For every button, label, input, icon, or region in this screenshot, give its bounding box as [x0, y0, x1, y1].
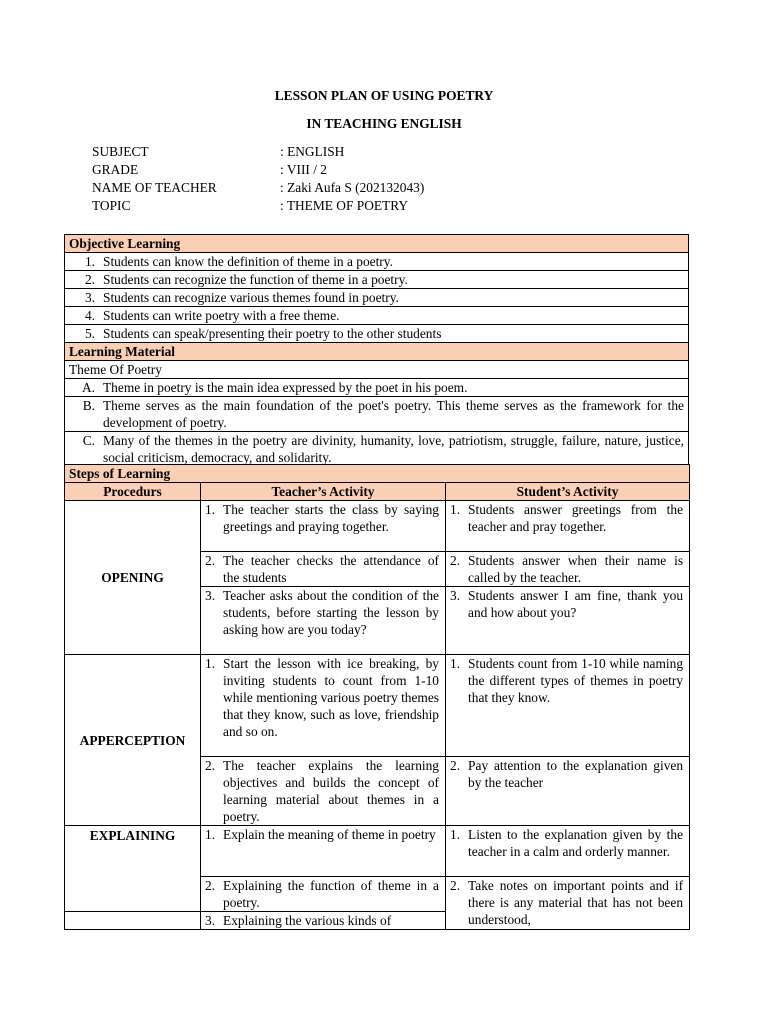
- student-activity: 2. Pay attention to the explanation given by the teacher: [446, 757, 690, 826]
- teacher-activity: 2. The teacher checks the attendance of the students: [201, 552, 446, 587]
- document-title-line2: IN TEACHING ENGLISH: [306, 116, 462, 131]
- material-header: Learning Material: [65, 343, 689, 361]
- student-activity: 1. Students count from 1-10 while naming the different types of themes in poetry that they know.: [446, 655, 690, 757]
- student-activity: 3. Students answer I am fine, thank you and how about you?: [446, 587, 690, 655]
- procedure-explaining: EXPLAINING: [65, 826, 201, 912]
- objective-item: 1. Students can know the definition of theme in a poetry.: [65, 253, 689, 271]
- teacher-activity: 1. The teacher starts the class by saying greetings and praying together.: [201, 501, 446, 552]
- teacher-activity: 2. Explaining the function of theme in a poetry.: [201, 877, 446, 912]
- col-student-activity: Student’s Activity: [446, 483, 690, 501]
- procedure-apperception: APPERCEPTION: [65, 655, 201, 826]
- meta-subject: SUBJECT : ENGLISH: [92, 144, 345, 159]
- objective-header: Objective Learning: [65, 235, 689, 253]
- col-teacher-activity: Teacher’s Activity: [201, 483, 446, 501]
- meta-grade: GRADE : VIII / 2: [92, 162, 327, 177]
- teacher-activity: 3. Explaining the various kinds of: [201, 912, 446, 930]
- teacher-activity: 1. Start the lesson with ice breaking, by inviting students to count from 1-10 while mentioning various poetry themes that they know, such as love, friendship and so on.: [201, 655, 446, 757]
- procedure-opening: OPENING: [65, 501, 201, 655]
- meta-topic: TOPIC : THEME OF POETRY: [92, 198, 409, 213]
- student-activity: 1. Students answer greetings from the teacher and pray together.: [446, 501, 690, 552]
- objective-item: 2. Students can recognize the function of theme in a poetry.: [65, 271, 689, 289]
- material-subheader: Theme Of Poetry: [65, 361, 689, 379]
- material-item: A. Theme in poetry is the main idea expressed by the poet in his poem.: [65, 379, 689, 397]
- col-procedurs: Procedurs: [65, 483, 201, 501]
- student-activity: 2. Students answer when their name is called by the teacher.: [446, 552, 690, 587]
- material-item: B. Theme serves as the main foundation of the poet's poetry. This theme serves as the framework for the development of poetry.: [65, 397, 689, 432]
- teacher-activity: 2. The teacher explains the learning objectives and builds the concept of learning material about themes in a poetry.: [201, 757, 446, 826]
- steps-header: Steps of Learning: [65, 465, 690, 483]
- procedure-empty: [65, 912, 201, 930]
- material-item: C. Many of the themes in the poetry are divinity, humanity, love, patriotism, struggle, failure, nature, justice, social criticism, democracy, and solidarity.: [65, 432, 689, 467]
- objective-material-table: [64, 234, 689, 467]
- student-activity: 1. Listen to the explanation given by the teacher in a calm and orderly manner.: [446, 826, 690, 877]
- lesson-meta: [92, 143, 424, 215]
- teacher-activity: 3. Teacher asks about the condition of the students, before starting the lesson by asking how are you today?: [201, 587, 446, 655]
- teacher-activity: 1. Explain the meaning of theme in poetry: [201, 826, 446, 877]
- document-title-line1: LESSON PLAN OF USING POETRY: [274, 88, 494, 103]
- student-activity: 2. Take notes on important points and if there is any material that has not been understood,: [446, 877, 690, 930]
- meta-teacher: NAME OF TEACHER : Zaki Aufa S (202132043): [92, 180, 425, 195]
- objective-item: 3. Students can recognize various themes found in poetry.: [65, 289, 689, 307]
- objective-item: 5. Students can speak/presenting their poetry to the other students: [65, 325, 689, 343]
- objective-item: 4. Students can write poetry with a free theme.: [65, 307, 689, 325]
- steps-table: [64, 464, 690, 930]
